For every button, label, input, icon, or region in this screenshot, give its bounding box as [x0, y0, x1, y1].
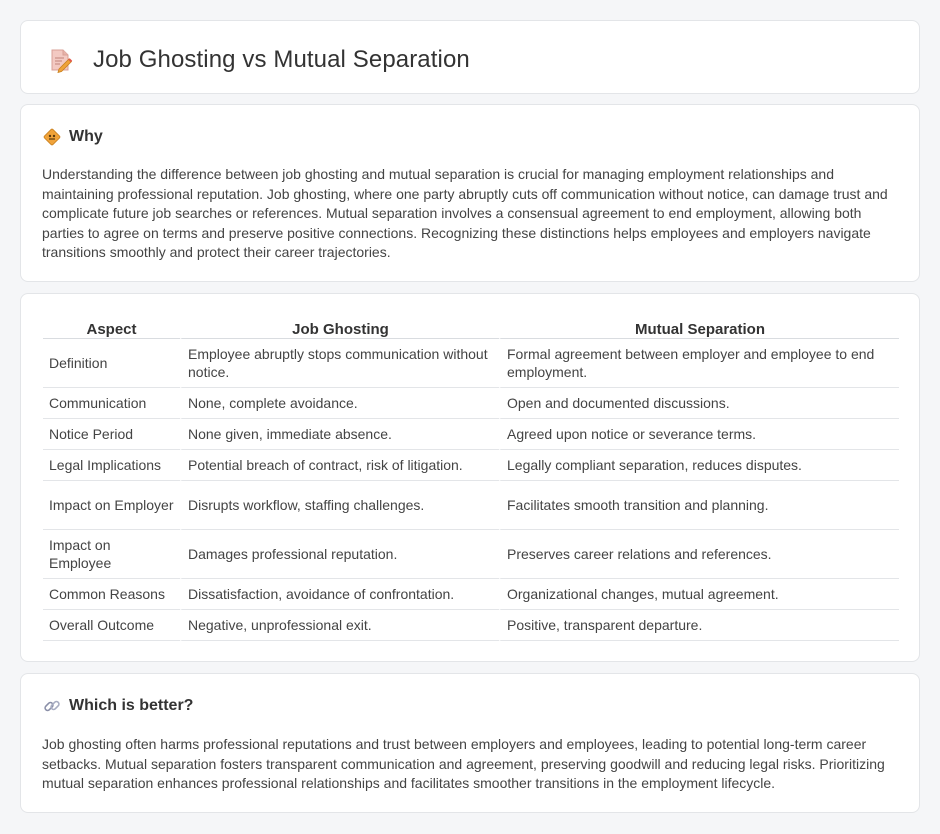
row-mutual-separation: Agreed upon notice or severance terms.	[499, 419, 899, 450]
row-job-ghosting: Disrupts workflow, staffing challenges.	[180, 481, 499, 530]
page-title: Job Ghosting vs Mutual Separation	[93, 46, 470, 73]
row-aspect: Common Reasons	[43, 579, 180, 610]
header-mutual-separation: Mutual Separation	[499, 315, 899, 339]
why-card	[20, 104, 920, 282]
better-heading: Which is better?	[69, 697, 194, 714]
table-row	[43, 481, 899, 530]
title-row	[47, 46, 470, 74]
table-row	[43, 530, 899, 579]
header-aspect: Aspect	[43, 315, 180, 339]
row-job-ghosting: Employee abruptly stops communication without notice.	[180, 339, 499, 388]
document-pencil-icon	[47, 47, 73, 73]
row-aspect: Definition	[43, 339, 180, 388]
row-mutual-separation: Facilitates smooth transition and planning.	[499, 481, 899, 530]
row-mutual-separation: Organizational changes, mutual agreement.	[499, 579, 899, 610]
row-aspect: Impact on Employer	[43, 481, 180, 530]
row-aspect: Notice Period	[43, 419, 180, 450]
table-row	[43, 388, 899, 419]
table-header-row	[43, 315, 899, 339]
row-aspect: Impact on Employee	[43, 530, 180, 579]
header-job-ghosting: Job Ghosting	[180, 315, 499, 339]
table-row	[43, 450, 899, 481]
table-row	[43, 610, 899, 641]
row-job-ghosting: None, complete avoidance.	[180, 388, 499, 419]
why-heading-row	[43, 128, 103, 146]
row-mutual-separation: Legally compliant separation, reduces disputes.	[499, 450, 899, 481]
why-heading: Why	[69, 128, 103, 145]
row-aspect: Legal Implications	[43, 450, 180, 481]
row-aspect: Communication	[43, 388, 180, 419]
better-card	[20, 673, 920, 813]
link-icon	[43, 697, 61, 715]
row-job-ghosting: Potential breach of contract, risk of litigation.	[180, 450, 499, 481]
row-mutual-separation: Formal agreement between employer and employee to end employment.	[499, 339, 899, 388]
row-mutual-separation: Open and documented discussions.	[499, 388, 899, 419]
better-paragraph: Job ghosting often harms professional reputations and trust between employers and employees, leading to potential long-term career setbacks. Mutual separation fosters transparent communication and agreement, preserving goodwill and reducing legal risks. Prioritizing mutual separation enhances professional relationships and facilitates smoother transitions in the employment lifecycle.	[42, 736, 885, 791]
title-card	[20, 20, 920, 94]
comparison-table	[43, 315, 899, 641]
row-job-ghosting: Dissatisfaction, avoidance of confrontation.	[180, 579, 499, 610]
table-row	[43, 419, 899, 450]
row-job-ghosting: Negative, unprofessional exit.	[180, 610, 499, 641]
row-aspect: Overall Outcome	[43, 610, 180, 641]
comparison-card	[20, 293, 920, 662]
why-paragraph: Understanding the difference between job ghosting and mutual separation is crucial for managing employment relationships and maintaining professional reputation. Job ghosting, where one party abruptly cuts off communication without notice, can damage trust and complicate future job searches or references. Mutual separation involves a consensual agreement to end employment, allowing both parties to agree on terms and preserve positive connections. Recognizing these distinctions helps employees and employers navigate transitions smoothly and protect their career trajectories.	[42, 166, 888, 260]
better-heading-row	[43, 697, 193, 715]
diamond-sign-icon	[43, 128, 61, 146]
row-job-ghosting: None given, immediate absence.	[180, 419, 499, 450]
row-job-ghosting: Damages professional reputation.	[180, 530, 499, 579]
table-row	[43, 339, 899, 388]
row-mutual-separation: Preserves career relations and references.	[499, 530, 899, 579]
table-row	[43, 579, 899, 610]
row-mutual-separation: Positive, transparent departure.	[499, 610, 899, 641]
